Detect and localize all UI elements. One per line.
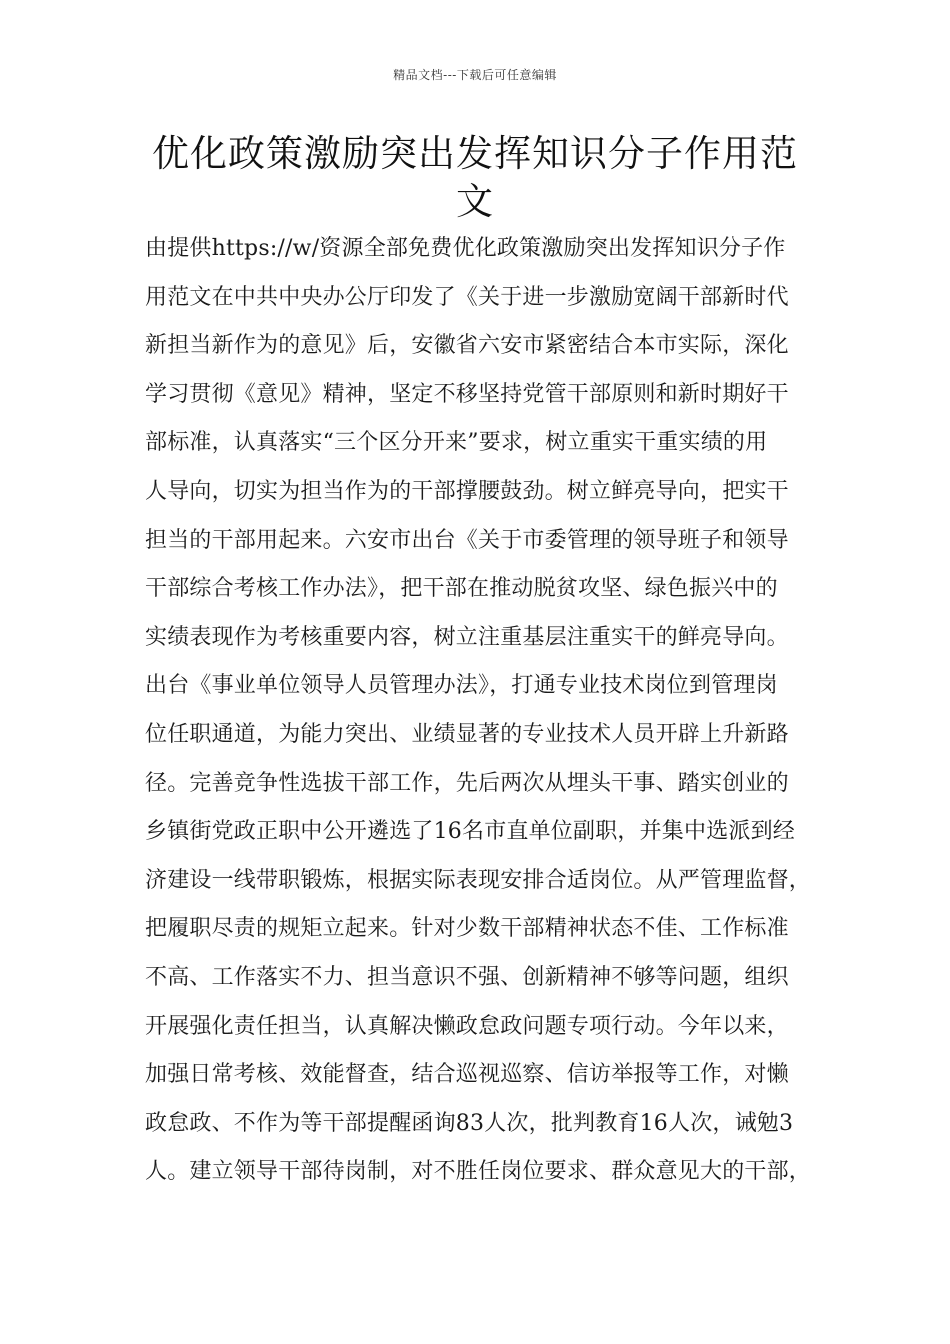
body-line: 不高、工作落实不力、担当意识不强、创新精神不够等问题，组织 [145, 964, 789, 990]
body-line: 实绩表现作为考核重要内容，树立注重基层注重实干的鲜亮导向。 [145, 624, 789, 650]
body-line: 位任职通道，为能力突出、业绩显著的专业技术人员开辟上升新路 [145, 721, 789, 747]
document-title [130, 130, 820, 226]
body-line: 干部综合考核工作办法》，把干部在推动脱贫攻坚、绿色振兴中的 [145, 576, 778, 602]
page-header: 精品文档---下载后可任意编辑 [393, 68, 557, 82]
body-line: 乡镇街党政正职中公开遴选了16名市直单位副职，并集中选派到经 [145, 819, 795, 845]
body-line: 部标准，认真落实“三个区分开来”要求，树立重实干重实绩的用 [145, 430, 768, 456]
body-line: 开展强化责任担当，认真解决懒政怠政问题专项行动。今年以来， [145, 1013, 789, 1039]
document-body [145, 231, 835, 1203]
body-line: 用范文在中共中央办公厅印发了《关于进一步激励宽阔干部新时代 [145, 284, 789, 310]
body-line: 新担当新作为的意见》后，安徽省六安市紧密结合本市实际，深化 [145, 333, 789, 359]
body-line: 出台《事业单位领导人员管理办法》，打通专业技术岗位到管理岗 [145, 673, 778, 699]
body-line: 人导向，切实为担当作为的干部撑腰鼓劲。树立鲜亮导向，把实干 [145, 478, 789, 504]
body-line: 济建设一线带职锻炼，根据实际表现安排合适岗位。从严管理监督， [145, 867, 812, 893]
body-line: 人。建立领导干部待岗制，对不胜任岗位要求、群众意见大的干部， [145, 1159, 812, 1185]
title-line-2: 文 [456, 180, 494, 223]
body-line: 政怠政、不作为等干部提醒函询83人次，批判教育16人次，诫勉3 [145, 1110, 794, 1136]
title-line-1: 优化政策激励突出发挥知识分子作用范 [152, 132, 798, 175]
body-line: 担当的干部用起来。六安市出台《关于市委管理的领导班子和领导 [145, 527, 789, 553]
body-line: 把履职尽责的规矩立起来。针对少数干部精神状态不佳、工作标准 [145, 916, 789, 942]
body-line: 径。完善竞争性选拔干部工作，先后两次从埋头干事、踏实创业的 [145, 770, 789, 796]
body-line: 由提供https://w/资源全部免费优化政策激励突出发挥知识分子作 [145, 236, 786, 261]
body-line: 加强日常考核、效能督查，结合巡视巡察、信访举报等工作，对懒 [145, 1062, 789, 1088]
body-line: 学习贯彻《意见》精神，坚定不移坚持党管干部原则和新时期好干 [145, 381, 789, 407]
